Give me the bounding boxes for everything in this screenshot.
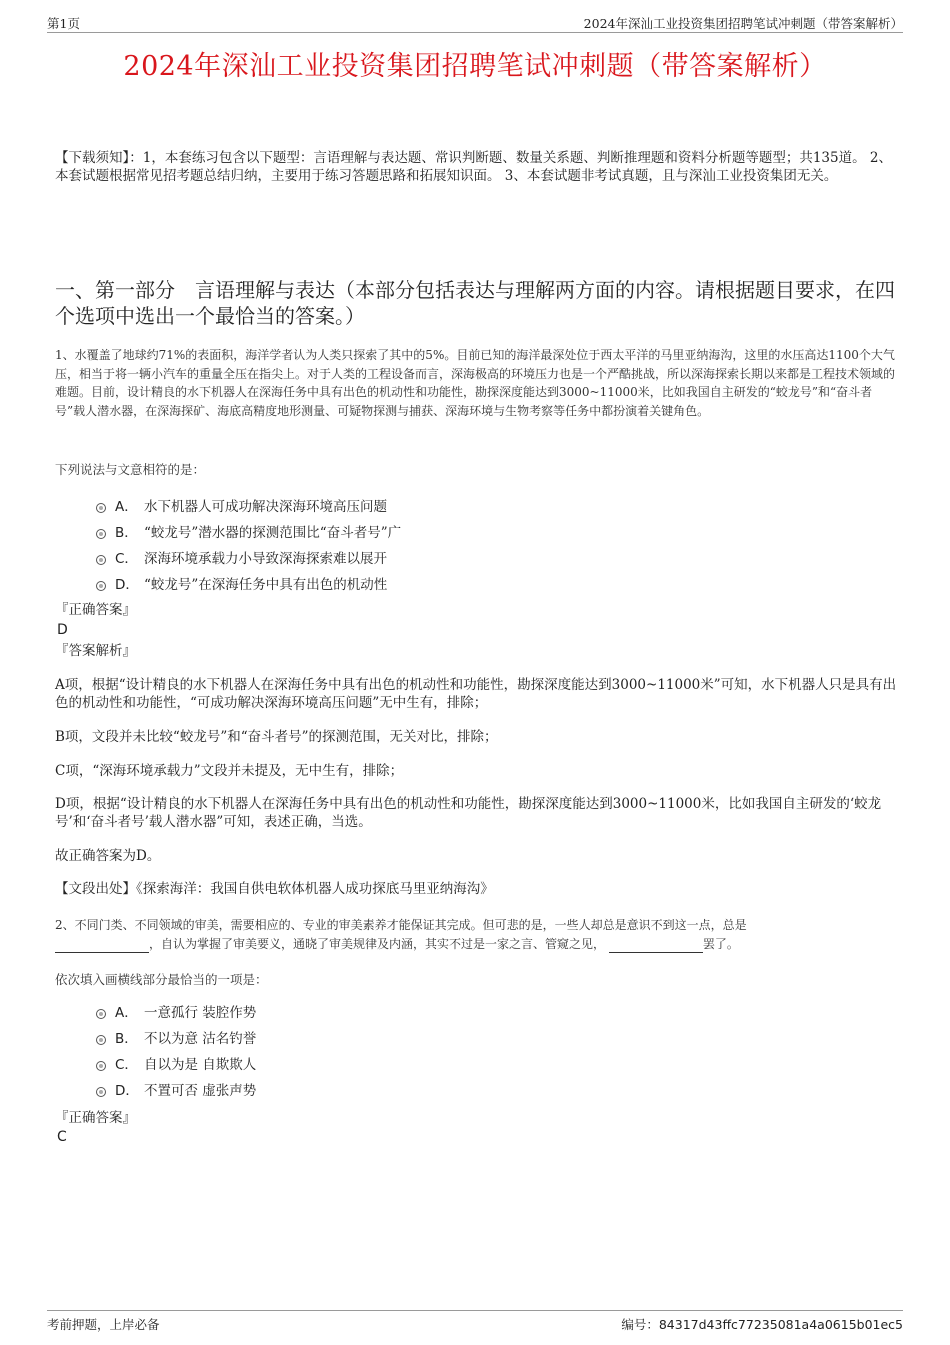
q1-analysis-b: B项，文段并未比较“蛟龙号”和“奋斗者号”的探测范围，无关对比，排除； bbox=[55, 729, 498, 745]
download-notice: 【下载须知】：1，本套练习包含以下题型：言语理解与表达题、常识判断题、数量关系题、判断推理题和资料分析题等题型；共135道。 2、本套试题根据常见招考题总结归纳，主要用于练习答题思路和拓展知识面。 3、本套试题非考试真题，且与深汕工业投资集团无关。 bbox=[55, 150, 892, 184]
q2-passage: 2、不同门类、不同领域的审美，需要相应的、专业的审美素养才能保证其完成。但可悲的是，一些人却总是意识不到这一点，总是 ，自认为掌握了审美要义，通晓了审美规律及内涵，其实不过是一家之言、管窥之见， 罢了。 bbox=[55, 916, 900, 953]
radio-icon[interactable] bbox=[96, 529, 106, 539]
q1-analysis-c: C项，“深海环境承载力”文段并未提及，无中生有，排除； bbox=[55, 763, 404, 779]
radio-icon[interactable] bbox=[96, 503, 106, 513]
q1-passage: 1、水覆盖了地球约71%的表面积，海洋学者认为人类只探索了其中的5%。目前已知的海洋最深处位于西太平洋的马里亚纳海沟，这里的水压高达1100个大气压，相当于将一辆小汽车的重量全压在指尖上。对于人类的工程设备而言，深海极高的环境压力也是一个严酷挑战，所以深海探索长期以来都是工程技术领域的难题。目前，设计精良的水下机器人在深海任务中具有出色的机动性和功能性，勘探深度能达到3000~11000米，比如我国自主研发的“蛟龙号”和“奋斗者号”载人潜水器，在深海探矿、海底高精度地形测量、可疑物探测与捕获、深海环境与生物考察等任务中都扮演着关键角色。 bbox=[55, 348, 896, 418]
page-number: 第1页 bbox=[47, 16, 80, 31]
radio-icon[interactable] bbox=[96, 1035, 106, 1045]
footer-slogan: 考前押题，上岸必备 bbox=[47, 1317, 160, 1332]
q1-analysis-heading: 『答案解析』 bbox=[55, 643, 136, 659]
q1-prompt: 下列说法与文意相符的是： bbox=[55, 462, 206, 477]
header-doc-title: 2024年深汕工业投资集团招聘笔试冲刺题（带答案解析） bbox=[583, 16, 903, 31]
footer-code: 编号：84317d43ffc77235081a4a0615b01ec5 bbox=[621, 1317, 903, 1332]
q1-analysis-d: D项，根据“设计精良的水下机器人在深海任务中具有出色的机动性和功能性，勘探深度能达到3000~11000米，比如我国自主研发的‘蛟龙号’和‘奋斗者号’载人潜水器”可知，表述正确，当选。 bbox=[55, 796, 882, 830]
q1-conclusion: 故正确答案为D。 bbox=[55, 848, 161, 864]
q1-answer: D bbox=[57, 622, 68, 638]
q1-source: 【文段出处】《探索海洋：我国自供电软体机器人成功探底马里亚纳海沟》 bbox=[55, 881, 494, 897]
q2-answer: C bbox=[57, 1129, 67, 1145]
radio-icon[interactable] bbox=[96, 1009, 106, 1019]
q2-prompt: 依次填入画横线部分最恰当的一项是： bbox=[55, 972, 268, 987]
page-footer bbox=[47, 1310, 903, 1332]
q1-answer-heading: 『正确答案』 bbox=[55, 602, 136, 618]
q1-analysis-a: A项，根据“设计精良的水下机器人在深海任务中具有出色的机动性和功能性，勘探深度能达到3000~11000米”可知，水下机器人只是具有出色的机动性和功能性，“可成功解决深海环境高压问题”无中生有，排除； bbox=[55, 677, 897, 711]
q2-answer-heading: 『正确答案』 bbox=[55, 1110, 136, 1126]
radio-icon[interactable] bbox=[96, 581, 106, 591]
section-heading: 一、第一部分 言语理解与表达（本部分包括表达与理解两方面的内容。请根据题目要求，在四个选项中选出一个最恰当的答案。） bbox=[55, 278, 895, 328]
radio-icon[interactable] bbox=[96, 555, 106, 565]
fill-blank-2[interactable] bbox=[609, 939, 703, 953]
radio-icon[interactable] bbox=[96, 1087, 106, 1097]
document-title: 2024年深汕工业投资集团招聘笔试冲刺题（带答案解析） bbox=[123, 51, 827, 82]
radio-icon[interactable] bbox=[96, 1061, 106, 1071]
fill-blank-1[interactable] bbox=[55, 939, 149, 953]
page-header bbox=[47, 14, 903, 33]
